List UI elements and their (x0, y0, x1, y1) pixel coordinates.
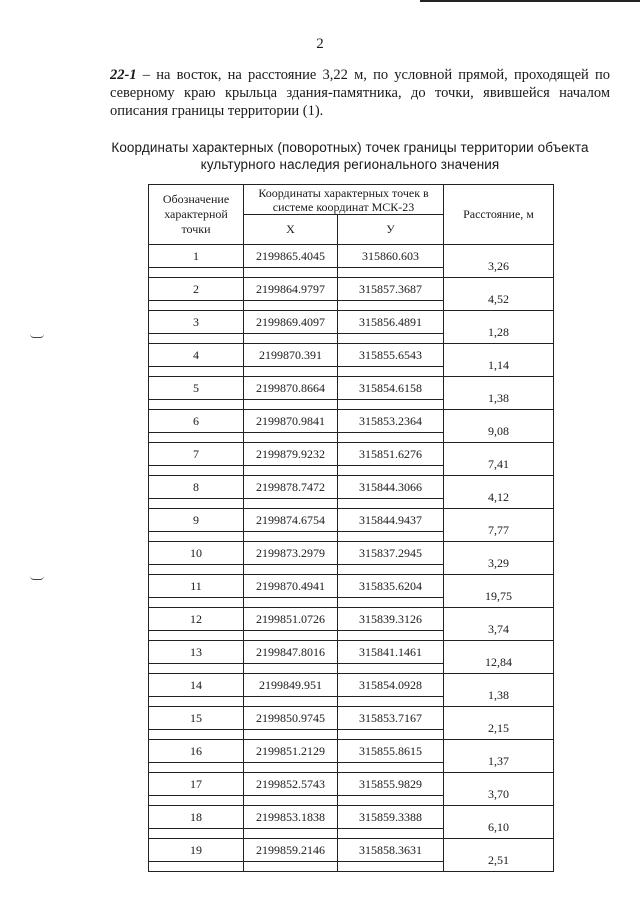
empty-cell (149, 466, 244, 476)
header-point: Обозначение характерной точки (149, 185, 244, 245)
distance-value: 1,14 (488, 357, 510, 372)
x-cell: 2199874.6754 (244, 509, 338, 532)
x-cell: 2199851.2129 (244, 740, 338, 763)
paragraph (110, 66, 610, 120)
distance-cell (444, 687, 554, 707)
empty-cell (149, 730, 244, 740)
empty-cell (244, 829, 338, 839)
empty-cell (338, 334, 444, 344)
distance-value: 6,10 (488, 819, 510, 834)
x-cell: 2199869.4097 (244, 311, 338, 334)
empty-cell (338, 862, 444, 872)
segment-row (149, 433, 554, 443)
distance-value: 7,77 (488, 522, 510, 537)
distance-cell (444, 522, 554, 542)
header-coords: Координаты характерных точек в системе координат МСК-23 (244, 185, 444, 215)
segment-row (149, 499, 554, 509)
empty-cell (338, 400, 444, 410)
empty-cell (338, 763, 444, 773)
x-cell: 2199870.391 (244, 344, 338, 367)
empty-cell (338, 532, 444, 542)
distance-value: 7,41 (488, 456, 510, 471)
segment-row (149, 334, 554, 344)
empty-cell (149, 334, 244, 344)
distance-value: 1,38 (488, 687, 510, 702)
distance-cell (444, 654, 554, 674)
distance-cell (444, 423, 554, 443)
x-cell: 2199879.9232 (244, 443, 338, 466)
segment-row (149, 829, 554, 839)
empty-cell (149, 532, 244, 542)
empty-cell (149, 499, 244, 509)
margin-mark (30, 576, 44, 580)
empty-cell (338, 565, 444, 575)
empty-cell (149, 301, 244, 311)
segment-row (149, 598, 554, 608)
segment-row (149, 268, 554, 278)
point-cell: 14 (149, 674, 244, 697)
segment-row (149, 862, 554, 872)
distance-value: 3,70 (488, 786, 510, 801)
x-cell: 2199851.0726 (244, 608, 338, 631)
page-number: 2 (316, 36, 324, 52)
empty-cell (244, 400, 338, 410)
point-cell: 10 (149, 542, 244, 565)
empty-cell (338, 730, 444, 740)
empty-cell (338, 268, 444, 278)
empty-cell (149, 565, 244, 575)
y-cell: 315854.0928 (338, 674, 444, 697)
y-cell: 315855.6543 (338, 344, 444, 367)
y-cell: 315844.3066 (338, 476, 444, 499)
point-cell: 9 (149, 509, 244, 532)
distance-value: 2,15 (488, 720, 510, 735)
distance-value: 1,38 (488, 390, 510, 405)
empty-cell (338, 433, 444, 443)
y-cell: 315854.6158 (338, 377, 444, 400)
empty-cell (244, 796, 338, 806)
segment-row (149, 730, 554, 740)
segment-row (149, 796, 554, 806)
empty-cell (244, 301, 338, 311)
header-x: X (244, 215, 338, 245)
empty-cell (149, 268, 244, 278)
y-cell: 315844.9437 (338, 509, 444, 532)
paragraph-line-1: – на восток, на расстояние 3,22 м, по условной прямой, проходящей (136, 67, 589, 83)
empty-cell (149, 796, 244, 806)
empty-cell (149, 598, 244, 608)
top-rule (420, 0, 640, 2)
distance-cell (444, 258, 554, 278)
distance-cell (444, 753, 554, 773)
distance-value: 3,74 (488, 621, 510, 636)
x-cell: 2199878.7472 (244, 476, 338, 499)
empty-cell (149, 400, 244, 410)
y-cell: 315858.3631 (338, 839, 444, 862)
segment-row (149, 697, 554, 707)
empty-cell (338, 697, 444, 707)
y-cell: 315855.9829 (338, 773, 444, 796)
empty-cell (244, 763, 338, 773)
x-cell: 2199865.4045 (244, 245, 338, 268)
point-cell: 16 (149, 740, 244, 763)
empty-cell (244, 565, 338, 575)
x-cell: 2199852.5743 (244, 773, 338, 796)
distance-cell (444, 555, 554, 575)
x-cell: 2199853.1838 (244, 806, 338, 829)
y-cell: 315853.2364 (338, 410, 444, 433)
distance-value: 1,28 (488, 324, 510, 339)
empty-cell (244, 664, 338, 674)
empty-cell (244, 466, 338, 476)
empty-cell (244, 697, 338, 707)
segment-row (149, 763, 554, 773)
distance-cell (444, 390, 554, 410)
coordinates-table (148, 184, 554, 872)
distance-cell (444, 588, 554, 608)
segment-row (149, 631, 554, 641)
distance-cell (444, 786, 554, 806)
distance-cell (444, 357, 554, 377)
segment-row (149, 466, 554, 476)
segment-row (149, 400, 554, 410)
point-cell: 5 (149, 377, 244, 400)
x-cell: 2199850.9745 (244, 707, 338, 730)
paragraph-lead: 22-1 (110, 67, 137, 83)
x-cell: 2199849.951 (244, 674, 338, 697)
y-cell: 315851.6276 (338, 443, 444, 466)
table-body (149, 245, 554, 872)
point-cell: 18 (149, 806, 244, 829)
empty-cell (149, 829, 244, 839)
segment-row (149, 565, 554, 575)
point-cell: 13 (149, 641, 244, 664)
point-cell: 4 (149, 344, 244, 367)
distance-value: 19,75 (485, 588, 513, 603)
distance-cell (444, 489, 554, 509)
empty-cell (244, 433, 338, 443)
empty-cell (244, 268, 338, 278)
y-cell: 315856.4891 (338, 311, 444, 334)
point-cell: 11 (149, 575, 244, 598)
y-cell: 315839.3126 (338, 608, 444, 631)
empty-cell (149, 697, 244, 707)
segment-row (149, 301, 554, 311)
header-y: У (338, 215, 444, 245)
point-cell: 19 (149, 839, 244, 862)
distance-cell (444, 324, 554, 344)
point-cell: 6 (149, 410, 244, 433)
empty-cell (338, 829, 444, 839)
paragraph-line-3: описания границы территории (1). (110, 103, 324, 119)
empty-cell (338, 796, 444, 806)
empty-cell (244, 862, 338, 872)
x-cell: 2199847.8016 (244, 641, 338, 664)
segment-row (149, 367, 554, 377)
point-cell: 7 (149, 443, 244, 466)
y-cell: 315841.1461 (338, 641, 444, 664)
x-cell: 2199864.9797 (244, 278, 338, 301)
empty-cell (244, 730, 338, 740)
paragraph-line-2: по северному краю крыльца здания-памятника, до точки, явившейся началом (110, 67, 611, 101)
point-cell: 17 (149, 773, 244, 796)
distance-value: 1,37 (488, 753, 510, 768)
point-cell: 8 (149, 476, 244, 499)
empty-cell (149, 631, 244, 641)
empty-cell (338, 631, 444, 641)
x-cell: 2199870.9841 (244, 410, 338, 433)
caption-line-1: Координаты характерных (поворотных) точек границы территории объекта (111, 140, 589, 155)
distance-cell (444, 456, 554, 476)
header-distance: Расстояние, м (444, 185, 554, 245)
distance-value: 4,52 (488, 291, 510, 306)
distance-value: 4,12 (488, 489, 510, 504)
x-cell: 2199870.4941 (244, 575, 338, 598)
distance-value: 12,84 (485, 654, 513, 669)
y-cell: 315855.8615 (338, 740, 444, 763)
point-cell: 3 (149, 311, 244, 334)
distance-cell (444, 852, 554, 872)
empty-cell (149, 862, 244, 872)
point-cell: 2 (149, 278, 244, 301)
empty-cell (149, 664, 244, 674)
empty-cell (244, 334, 338, 344)
distance-value: 3,29 (488, 555, 510, 570)
y-cell: 315853.7167 (338, 707, 444, 730)
margin-mark (30, 334, 44, 338)
y-cell: 315857.3687 (338, 278, 444, 301)
point-cell: 12 (149, 608, 244, 631)
empty-cell (244, 631, 338, 641)
y-cell: 315837.2945 (338, 542, 444, 565)
distance-value: 2,51 (488, 852, 510, 867)
table-caption (100, 139, 600, 173)
segment-row (149, 664, 554, 674)
y-cell: 315835.6204 (338, 575, 444, 598)
x-cell: 2199859.2146 (244, 839, 338, 862)
empty-cell (338, 466, 444, 476)
empty-cell (149, 367, 244, 377)
distance-value: 3,26 (488, 258, 510, 273)
x-cell: 2199873.2979 (244, 542, 338, 565)
caption-line-2: культурного наследия регионального значения (200, 157, 500, 172)
point-cell: 15 (149, 707, 244, 730)
empty-cell (338, 367, 444, 377)
empty-cell (338, 301, 444, 311)
x-cell: 2199870.8664 (244, 377, 338, 400)
empty-cell (244, 367, 338, 377)
empty-cell (338, 664, 444, 674)
empty-cell (244, 532, 338, 542)
empty-cell (149, 763, 244, 773)
empty-cell (244, 598, 338, 608)
y-cell: 315859.3388 (338, 806, 444, 829)
empty-cell (244, 499, 338, 509)
distance-cell (444, 819, 554, 839)
point-cell: 1 (149, 245, 244, 268)
y-cell: 315860.603 (338, 245, 444, 268)
distance-cell (444, 291, 554, 311)
segment-row (149, 532, 554, 542)
distance-cell (444, 720, 554, 740)
distance-value: 9,08 (488, 423, 510, 438)
empty-cell (149, 433, 244, 443)
empty-cell (338, 499, 444, 509)
distance-cell (444, 621, 554, 641)
empty-cell (338, 598, 444, 608)
